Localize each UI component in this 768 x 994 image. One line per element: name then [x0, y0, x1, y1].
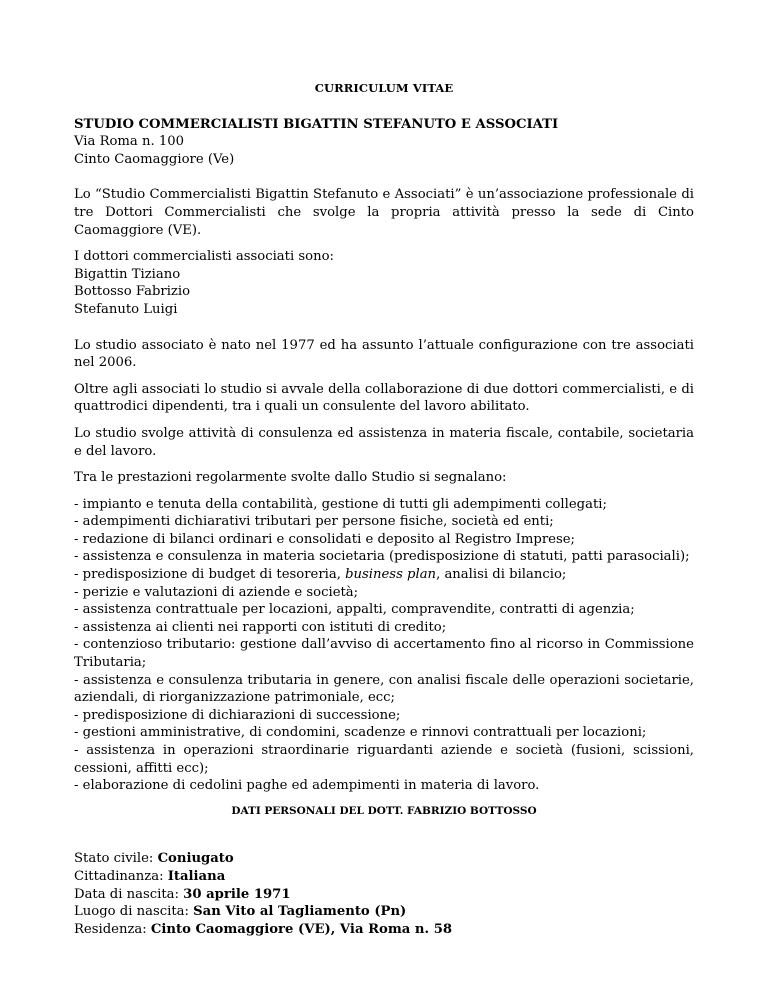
activity-paragraph: Lo studio svolge attività di consulenza ed assistenza in materia fiscale, contabile, societaria e del lavoro. [74, 425, 694, 459]
document-title: CURRICULUM VITAE [314, 81, 454, 95]
birth-place-label: Luogo di nascita: [74, 904, 194, 920]
studio-city: Cinto Caomaggiore (Ve) [74, 151, 235, 167]
budget-item-tail: , analisi di bilancio; [436, 567, 567, 583]
list-item: - assistenza contrattuale per locazioni, appalti, compravendite, contratti di agenzia; [74, 602, 635, 618]
personal-data-heading: DATI PERSONALI DEL DOTT. FABRIZIO BOTTOSSO [231, 804, 537, 817]
services-heading: Tra le prestazioni regolarmente svolte dallo Studio si segnalano: [74, 470, 507, 486]
list-item: - assistenza in operazioni straordinarie riguardanti aziende e società (fusioni, scissioni, cessioni, affitti ecc); [74, 743, 694, 776]
residence-row [74, 921, 694, 939]
list-item: - predisposizione di dichiarazioni di successione; [74, 707, 401, 723]
studio-address: Via Roma n. 100 [74, 134, 185, 150]
list-item: - adempimenti dichiarativi tributari per persone fisiche, società ed enti; [74, 514, 554, 530]
birth-place-value: San Vito al Tagliamento (Pn) [193, 904, 407, 920]
citizenship-label: Cittadinanza: [74, 868, 168, 884]
history-paragraph: Lo studio associato è nato nel 1977 ed ha assunto l’attuale configurazione con tre associati nel 2006. [74, 337, 694, 371]
citizenship-row [74, 868, 694, 886]
services-list [74, 496, 694, 795]
associate-name: Bottosso Fabrizio [74, 284, 191, 300]
birth-date-row [74, 886, 694, 904]
associate-name: Bigattin Tiziano [74, 266, 181, 282]
birth-date-label: Data di nascita: [74, 886, 184, 902]
associates-heading: I dottori commercialisti associati sono: [74, 249, 334, 265]
marital-status-value: Coniugato [157, 851, 234, 867]
intro-paragraph: Lo “Studio Commercialisti Bigattin Stefanuto e Associati” è un’associazione professionale di tre Dottori Commercialisti che svolge la propria attività presso la sede di Cinto Caomaggiore (VE). [74, 187, 694, 238]
list-item: - assistenza e consulenza in materia societaria (predisposizione di statuti, patti parasociali); [74, 549, 690, 565]
associates-block [74, 248, 694, 318]
associate-name: Stefanuto Luigi [74, 301, 178, 317]
list-item [74, 566, 694, 584]
citizenship-value: Italiana [167, 868, 226, 884]
spacer [74, 168, 694, 186]
list-item: - gestioni amministrative, di condomini, scadenze e rinnovi contrattuali per locazioni; [74, 725, 647, 741]
list-item: - elaborazione di cedolini paghe ed adempimenti in materia di lavoro. [74, 778, 540, 794]
personal-data-block [74, 850, 694, 938]
marital-status-row [74, 850, 694, 868]
marital-status-label: Stato civile: [74, 851, 158, 867]
birth-place-row [74, 903, 694, 921]
list-item: - perizie e valutazioni di aziende e società; [74, 584, 359, 600]
list-item: - assistenza e consulenza tributaria in genere, con analisi fiscale delle operazioni societarie, aziendali, di riorganizzazione patrimoniale, ecc; [74, 672, 694, 706]
staff-paragraph: Oltre agli associati lo studio si avvale della collaborazione di due dottori commercialisti, e di quattrodici dipendenti, tra i quali un consulente del lavoro abilitato. [74, 381, 694, 415]
list-item: - impianto e tenuta della contabilità, gestione di tutti gli adempimenti collegati; [74, 496, 607, 512]
residence-value: Cinto Caomaggiore (VE), Via Roma n. 58 [150, 921, 453, 937]
list-item: - assistenza ai clienti nei rapporti con istituti di credito; [74, 619, 447, 635]
studio-name: STUDIO COMMERCIALISTI BIGATTIN STEFANUTO E ASSOCIATI [74, 116, 559, 132]
residence-label: Residenza: [74, 921, 151, 937]
list-item: - redazione di bilanci ordinari e consolidati e deposito al Registro Imprese; [74, 531, 575, 547]
birth-date-value: 30 aprile 1971 [183, 886, 291, 902]
spacer [74, 319, 694, 337]
list-item: - contenzioso tributario: gestione dall’avviso di accertamento fino al ricorso in Commissione Tributaria; [74, 637, 694, 671]
business-plan-emphasis: business plan [345, 567, 437, 583]
budget-item-text: - predisposizione di budget di tesoreria, [74, 567, 346, 583]
